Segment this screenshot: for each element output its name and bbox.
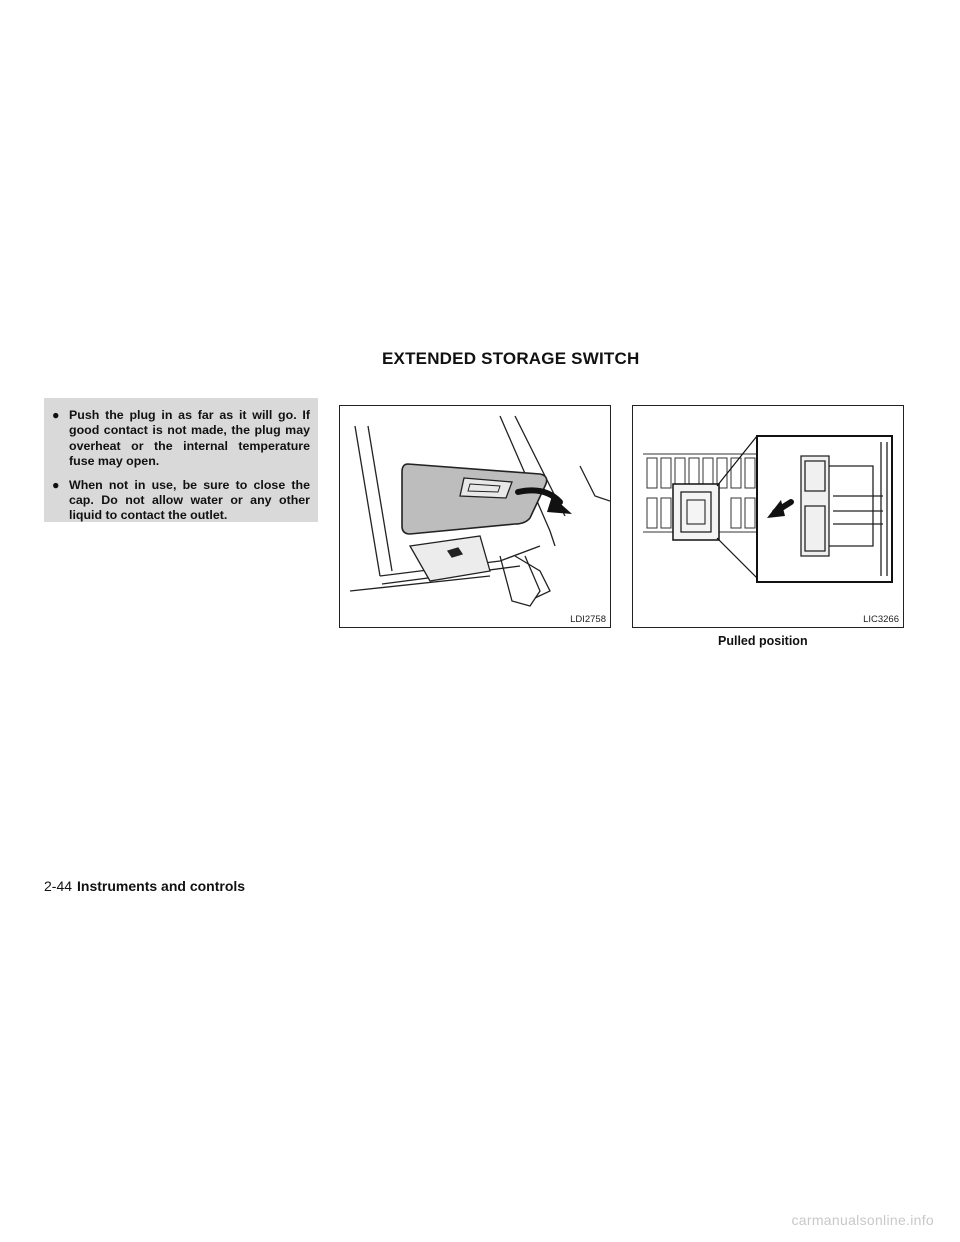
bullet-icon: ● (52, 408, 60, 422)
figure-code: LIC3266 (863, 614, 899, 625)
bullet-icon: ● (52, 477, 60, 492)
watermark: carmanualsonline.info (791, 1212, 934, 1228)
storage-switch (673, 484, 719, 540)
note-box (44, 398, 318, 522)
section-title: EXTENDED STORAGE SWITCH (382, 349, 640, 368)
figure-caption: Pulled position (718, 634, 808, 648)
figure-dashboard-panel (339, 405, 611, 628)
figure-fuse-block (632, 405, 904, 628)
figure-code: LDI2758 (570, 614, 606, 625)
note-text: When not in use, be sure to close the cap. Do not allow water or any other liquid to contact the outlet. (69, 477, 310, 523)
page-number: 2-44 (44, 878, 73, 894)
note-item (52, 478, 310, 524)
note-text: Push the plug in as far as it will go. If good contact is not made, the plug may overheat or the internal temperature fuse may open. (69, 408, 310, 469)
note-item (52, 408, 310, 470)
dashboard-illustration (340, 406, 611, 628)
chapter-title: Instruments and controls (77, 878, 246, 894)
hood-release-lever (402, 464, 547, 534)
fuse-block-illustration (633, 406, 904, 628)
page-footer (44, 878, 245, 894)
